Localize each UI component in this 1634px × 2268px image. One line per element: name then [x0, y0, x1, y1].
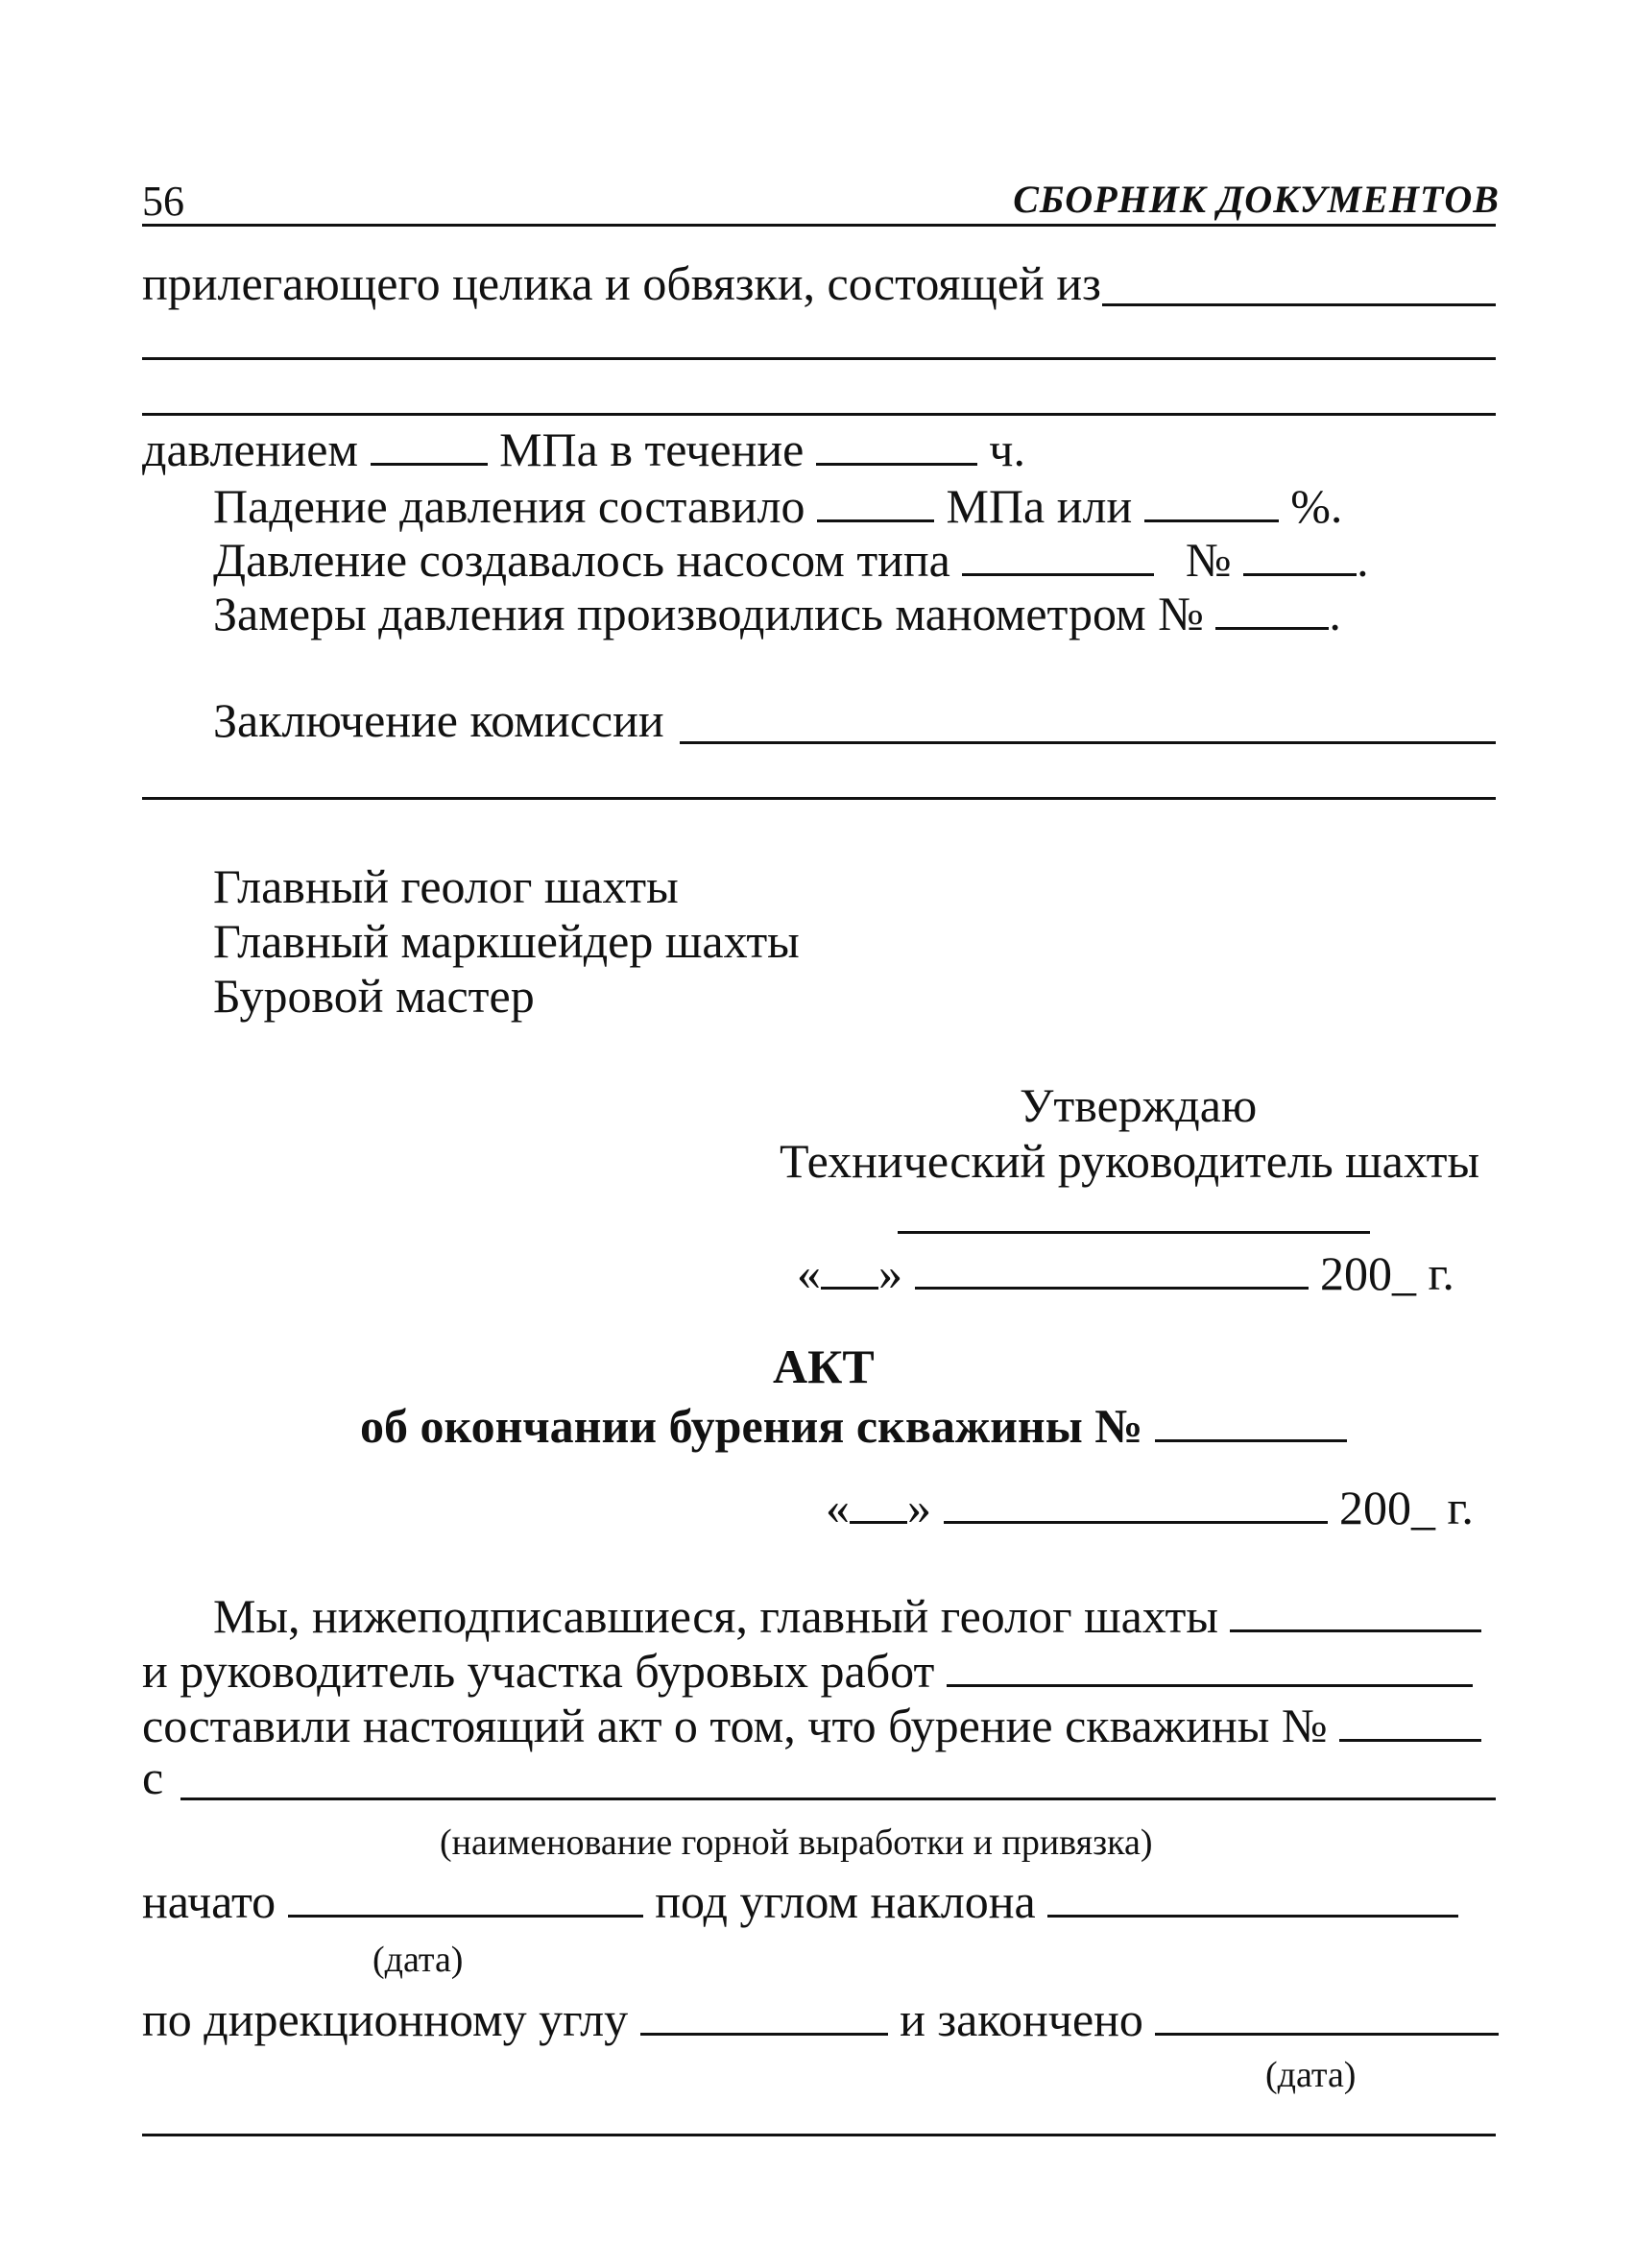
blank-approval-day: [821, 1246, 878, 1290]
blank-pump-number: [1243, 533, 1357, 576]
act-year: 200_: [1339, 1481, 1435, 1534]
blank-drilling-number: [1339, 1699, 1481, 1742]
act-title: АКТ: [773, 1339, 875, 1393]
blank-section-head: [947, 1644, 1473, 1687]
signatory-chief-geologist: Главный геолог шахты: [213, 859, 679, 913]
running-title: СБОРНИК ДОКУМЕНТОВ: [1013, 178, 1500, 221]
text-pressure-unit: МПа в течение: [499, 422, 805, 476]
blank-conclusion: [680, 741, 1496, 744]
text-percent: %.: [1290, 479, 1343, 533]
line-gauge: [213, 587, 1341, 638]
approval-date: [797, 1246, 1454, 1300]
body-line-direction: [142, 1992, 1499, 2046]
blank-geologist: [1230, 1589, 1481, 1632]
blank-angle: [1047, 1874, 1458, 1918]
blank-hours: [816, 422, 977, 466]
text-angle: под углом наклона: [655, 1874, 1036, 1928]
line-conclusion: [213, 693, 664, 747]
blank-percent: [1144, 479, 1279, 522]
text-pump-number-sign: №: [1185, 533, 1232, 587]
act-subtitle: об окончании бурения скважины №: [360, 1399, 1143, 1453]
blank-act-day: [850, 1481, 907, 1524]
blank-gauge-number: [1215, 587, 1329, 630]
body-line-3: [142, 1699, 1481, 1752]
text-started: начато: [142, 1874, 276, 1928]
blank-pump-type: [962, 533, 1154, 576]
blank-finish-date: [1155, 1992, 1499, 2036]
blank-line-2: [142, 413, 1496, 416]
approval-approve: Утверждаю: [1020, 1078, 1258, 1132]
header-rule: [142, 224, 1496, 227]
text-gauge-dot: .: [1329, 587, 1341, 640]
approval-position: Технический руководитель шахты: [780, 1134, 1480, 1188]
approval-year: 200_: [1320, 1246, 1416, 1300]
blank-start-date: [288, 1874, 643, 1918]
text-hours-unit: ч.: [989, 422, 1025, 476]
blank-line-1: [142, 357, 1496, 360]
signatory-chief-surveyor: Главный маркшейдер шахты: [213, 914, 800, 968]
text-body-line-3: составили настоящий акт о том, что бурение скважины №: [142, 1699, 1328, 1752]
blank-well-number: [1155, 1399, 1347, 1442]
blank-working-name: [180, 1798, 1496, 1800]
blank-pressure: [371, 422, 488, 466]
line-adjacent-pillar: [142, 256, 1101, 310]
line-pump: [213, 533, 1369, 587]
text-body-line-2: и руководитель участка буровых работ: [142, 1644, 935, 1698]
blank-conclusion-2: [142, 797, 1496, 800]
body-line-1: [213, 1589, 1481, 1643]
text-body-line-1: Мы, нижеподписавшиеся, главный геолог шахты: [213, 1589, 1218, 1643]
line-pressure-drop: [213, 479, 1343, 533]
blank-drop: [817, 479, 934, 522]
page-number: 56: [142, 178, 184, 225]
text-pressure: давлением: [142, 422, 359, 476]
act-subtitle-line: [360, 1399, 1347, 1453]
line-pressure: [142, 422, 1025, 476]
text-finished: и закончено: [900, 1992, 1143, 2046]
approval-quote-open: «: [797, 1246, 821, 1300]
act-quote-open: «: [826, 1481, 850, 1534]
text-pump: Давление создавалось насосом типа: [213, 533, 950, 587]
caption-date-1: (дата): [372, 1940, 464, 1980]
blank-consisting-of: [1102, 303, 1496, 306]
act-quote-close: »: [907, 1481, 931, 1534]
signatory-drilling-master: Буровой мастер: [213, 969, 535, 1023]
text-body-line-4: с: [142, 1750, 164, 1804]
body-line-4: [142, 1750, 164, 1804]
act-date: [826, 1481, 1474, 1532]
approval-signature-line: [898, 1231, 1370, 1234]
caption-date-2: (дата): [1265, 2055, 1357, 2095]
text-pump-dot: .: [1357, 533, 1369, 587]
text-gauge: Замеры давления производились манометром №: [213, 587, 1204, 640]
blank-act-month: [944, 1481, 1328, 1524]
text-pressure-drop: Падение давления составило: [213, 479, 805, 533]
blank-approval-month: [915, 1246, 1309, 1290]
approval-quote-close: »: [878, 1246, 902, 1300]
blank-bottom-line: [142, 2134, 1496, 2136]
approval-year-suffix: г.: [1428, 1246, 1454, 1300]
caption-working: (наименование горной выработки и привязка): [440, 1822, 1153, 1863]
text-conclusion: Заключение комиссии: [213, 693, 664, 747]
blank-direction: [640, 1992, 888, 2036]
text-direction: по дирекционному углу: [142, 1992, 629, 2046]
body-line-started: [142, 1874, 1458, 1928]
act-year-suffix: г.: [1447, 1481, 1474, 1534]
text-drop-unit: МПа или: [946, 479, 1133, 533]
text-adjacent-pillar: прилегающего целика и обвязки, состоящей из: [142, 256, 1101, 310]
body-line-2: [142, 1644, 1473, 1698]
